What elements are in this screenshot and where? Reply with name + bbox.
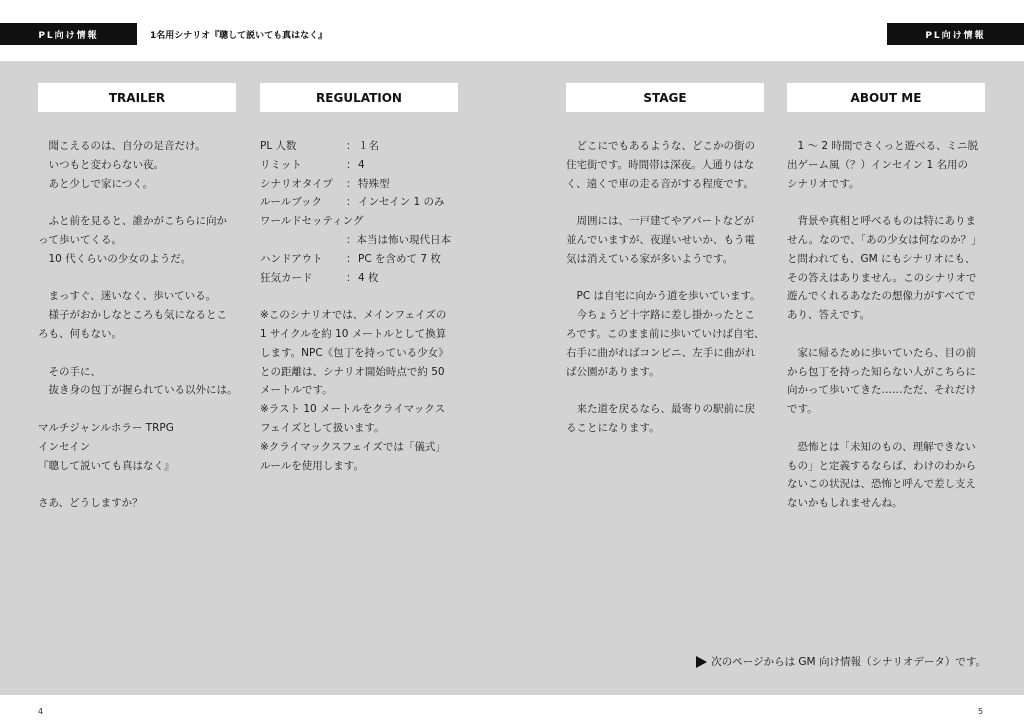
reg-sep: ： — [346, 252, 357, 265]
trailer-line: まっすぐ、迷いなく、歩いている。 — [38, 290, 217, 303]
trailer-line: ふと前を見ると、誰かがこちらに向か — [38, 215, 227, 228]
stage-line: 来た道を戻るなら、最寄りの駅前に戻 — [566, 403, 755, 416]
regulation-note-line: ※クライマックスフェイズでは「儀式」 — [260, 440, 446, 453]
reg-key: 狂気カード — [260, 271, 313, 284]
spacer — [38, 475, 236, 494]
regulation-heading: REGULATION — [260, 83, 458, 112]
spacer — [566, 381, 764, 400]
about-line: と問われても、GM にもシナリオにも、 — [787, 252, 976, 265]
reg-val: インセイン 1 のみ — [358, 196, 445, 209]
stage-body — [566, 137, 764, 438]
stage-line: どこにでもあるような、どこかの街の — [566, 140, 755, 152]
about-line: 恐怖とは「未知のもの、理解できない — [787, 440, 976, 453]
stage-heading: STAGE — [566, 83, 764, 112]
trailer-heading: TRAILER — [38, 83, 236, 112]
regulation-note-line: との距離は、シナリオ開始時点で約 50 — [260, 365, 445, 378]
scenario-title: 1名用シナリオ『聰して説いても真はなく』 — [150, 31, 328, 41]
about-body — [787, 137, 985, 513]
reg-val: １名 — [358, 140, 379, 152]
reg-val: PC を含めて 7 枚 — [358, 252, 441, 265]
header-left-tag: PL向け情報 — [0, 23, 137, 45]
spacer — [38, 269, 236, 288]
about-heading: ABOUT ME — [787, 83, 985, 112]
regulation-note-line: ※ラスト 10 メートルをクライマックス — [260, 403, 446, 416]
trailer-line: マルチジャンルホラー TRPG — [38, 421, 174, 434]
reg-key: ルールブック — [260, 196, 323, 209]
stage-line: 今ちょうど十字路に差し掛かったとこ — [566, 309, 755, 322]
stage-line: く、遠くで車の走る音がする程度です。 — [566, 177, 754, 190]
page-number-right: 5 — [978, 707, 984, 716]
about-line: もの」と定義するならば、わけのわから — [787, 459, 976, 472]
reg-sep: ： — [346, 158, 357, 171]
spacer — [566, 193, 764, 212]
reg-val: 4 — [358, 158, 365, 171]
stage-line: ることになります。 — [566, 421, 660, 434]
reg-key: ワールドセッティング — [260, 215, 364, 228]
trailer-line: 聞こえるのは、自分の足音だけ。 — [38, 140, 206, 152]
trailer-line: あと少しで家につく。 — [38, 177, 154, 190]
about-line: せん。なので、「あの少女は何なのか？」 — [787, 233, 982, 246]
trailer-line: さあ、どうしますか？ — [38, 497, 143, 510]
spacer — [260, 287, 458, 306]
regulation-body — [260, 137, 458, 475]
reg-key: ハンドアウト — [260, 252, 323, 265]
reg-sep: ： — [346, 196, 357, 209]
trailer-column — [38, 83, 236, 513]
spacer — [566, 269, 764, 288]
next-page-note — [696, 654, 986, 669]
trailer-line: ろも、何もない。 — [38, 327, 122, 340]
stage-line: 住宅街です。時間帯は深夜。人通りはな — [566, 158, 755, 171]
trailer-line: 『聰して説いても真はなく』 — [38, 459, 175, 472]
reg-sep: ： — [346, 177, 357, 190]
reg-row-type — [260, 175, 458, 194]
about-line: 1 ～ 2 時間でさくっと遊べる、ミニ脱 — [787, 140, 979, 152]
reg-sep: ： — [346, 271, 357, 284]
trailer-line: いつもと変わらない夜。 — [38, 158, 164, 171]
reg-row-players — [260, 137, 458, 156]
stage-line: ば公園があります。 — [566, 365, 660, 378]
spacer — [787, 419, 985, 438]
reg-key: シナリオタイプ — [260, 177, 333, 190]
trailer-line: 様子がおかしなところも気になるとこ — [38, 309, 227, 322]
trailer-line: って歩いてくる。 — [38, 233, 122, 246]
spacer — [38, 193, 236, 212]
about-line: 背景や真相と呼べるものは特にありま — [787, 215, 976, 228]
page-number-left: 4 — [38, 707, 44, 716]
trailer-line: 10 代くらいの少女のようだ。 — [38, 252, 192, 265]
reg-key: PL 人数 — [260, 140, 297, 152]
header-right-tag: PL向け情報 — [887, 23, 1024, 45]
about-line: 家に帰るために歩いていたら、目の前 — [787, 346, 976, 359]
regulation-notes — [260, 306, 458, 475]
stage-line: 並んでいますが、夜遅いせいか、もう電 — [566, 233, 755, 246]
reg-key: リミット — [260, 158, 302, 171]
trailer-line: その手に、 — [38, 365, 101, 378]
regulation-note-line: ※このシナリオでは、メインフェイズの — [260, 309, 447, 322]
reg-val: 4 枚 — [358, 271, 379, 284]
stage-line: 周囲には、一戸建てやアパートなどが — [566, 215, 755, 228]
about-line: その答えはありません。このシナリオで — [787, 271, 977, 284]
about-line: シナリオです。 — [787, 177, 860, 190]
stage-line: 気は消えている家が多いようです。 — [566, 252, 734, 265]
about-line: です。 — [787, 403, 818, 416]
trailer-line: インセイン — [38, 440, 91, 453]
reg-row-rulebook — [260, 193, 458, 212]
reg-row-handout — [260, 250, 458, 269]
reg-sep: ： — [346, 140, 357, 152]
about-line: 出ゲーム風（？）インセイン 1 名用の — [787, 158, 969, 171]
regulation-column — [260, 83, 458, 475]
regulation-note-line: メートルです。 — [260, 384, 333, 397]
reg-row-world-label — [260, 212, 458, 231]
reg-val: ：本当は怖い現代日本 — [346, 233, 451, 246]
spacer — [38, 400, 236, 419]
regulation-note-line: ルールを使用します。 — [260, 459, 364, 472]
spacer — [787, 193, 985, 212]
about-column — [787, 83, 985, 513]
stage-column — [566, 83, 764, 438]
reg-row-madness — [260, 269, 458, 288]
about-line: ないこの状況は、恐怖と呼んで差し支え — [787, 478, 976, 491]
next-page-text: 次のページからは GM 向け情報（シナリオデータ）です。 — [711, 656, 986, 668]
spacer — [38, 344, 236, 363]
triangle-right-icon — [696, 656, 707, 668]
reg-val: 特殊型 — [358, 177, 390, 190]
trailer-line: 抜き身の包丁が握られている以外には。 — [38, 384, 238, 397]
stage-line: 右手に曲がればコンビニ、左手に曲がれ — [566, 346, 756, 359]
regulation-note-line: フェイズとして扱います。 — [260, 421, 385, 434]
reg-row-world-value — [260, 231, 458, 250]
about-line: 向かって歩いてきた……ただ、それだけ — [787, 384, 976, 397]
stage-line: ろです。このまま前に歩いていけば自宅、 — [566, 327, 765, 340]
reg-row-limit — [260, 156, 458, 175]
regulation-note-line: 1 サイクルを約 10 メートルとして換算 — [260, 327, 447, 340]
trailer-body — [38, 137, 236, 513]
spacer — [787, 325, 985, 344]
stage-line: PC は自宅に向かう道を歩いています。 — [566, 290, 761, 303]
about-line: 遊んでくれるあなたの想像力がすべてで — [787, 290, 976, 303]
about-line: あり、答えです。 — [787, 309, 871, 322]
about-line: ないかもしれませんね。 — [787, 497, 903, 510]
about-line: から包丁を持った知らない人がこちらに — [787, 365, 976, 378]
regulation-note-line: します。NPC《包丁を持っている少女》 — [260, 346, 449, 359]
